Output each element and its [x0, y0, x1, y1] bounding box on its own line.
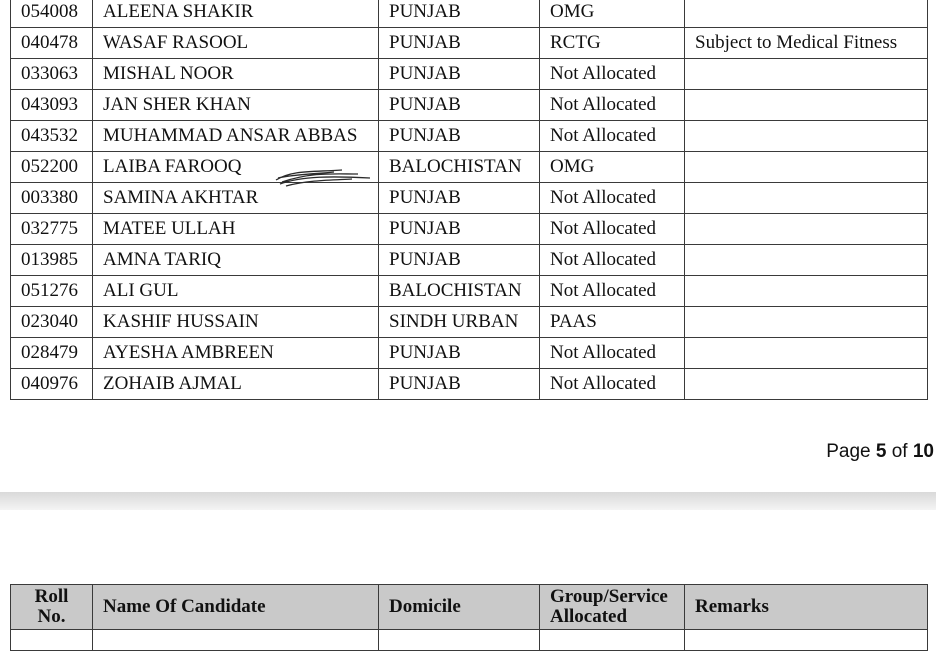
name-cell: AYESHA AMBREEN [93, 338, 379, 369]
roll-cell: 033063 [11, 59, 93, 90]
remarks-cell [685, 121, 928, 152]
group-cell: RCTG [540, 28, 685, 59]
remarks-cell [685, 0, 928, 28]
name-cell: WASAF RASOOL [93, 28, 379, 59]
domicile-cell: SINDH URBAN [379, 307, 540, 338]
name-cell: MATEE ULLAH [93, 214, 379, 245]
group-cell: Not Allocated [540, 59, 685, 90]
domicile-cell: PUNJAB [379, 245, 540, 276]
group-cell: Not Allocated [540, 276, 685, 307]
domicile-cell: PUNJAB [379, 369, 540, 400]
remarks-cell [685, 90, 928, 121]
table-row [11, 307, 928, 338]
remarks-cell [685, 307, 928, 338]
group-cell: Not Allocated [540, 338, 685, 369]
name-cell: ALI GUL [93, 276, 379, 307]
roll-cell: 043532 [11, 121, 93, 152]
table-row [11, 28, 928, 59]
roll-cell: 051276 [11, 276, 93, 307]
table-row [11, 121, 928, 152]
table-row [11, 183, 928, 214]
domicile-cell: PUNJAB [379, 28, 540, 59]
group-cell: Not Allocated [540, 121, 685, 152]
group-cell: PAAS [540, 307, 685, 338]
group-cell: OMG [540, 152, 685, 183]
name-cell: MISHAL NOOR [93, 59, 379, 90]
header-remarks: Remarks [685, 585, 928, 630]
table-row [11, 90, 928, 121]
page-separator [0, 492, 936, 510]
table-row [11, 369, 928, 400]
table-row [11, 245, 928, 276]
domicile-cell: PUNJAB [379, 90, 540, 121]
roll-cell: 013985 [11, 245, 93, 276]
table-row [11, 152, 928, 183]
domicile-cell: BALOCHISTAN [379, 276, 540, 307]
roll-cell: 043093 [11, 90, 93, 121]
header-roll-no: Roll No. [11, 585, 93, 630]
domicile-cell: PUNJAB [379, 214, 540, 245]
domicile-cell: PUNJAB [379, 59, 540, 90]
remarks-cell [685, 59, 928, 90]
name-cell: LAIBA FAROOQ [93, 152, 379, 183]
name-cell: ZOHAIB AJMAL [93, 369, 379, 400]
header-domicile: Domicile [379, 585, 540, 630]
table-row [11, 214, 928, 245]
name-cell: KASHIF HUSSAIN [93, 307, 379, 338]
remarks-cell [685, 338, 928, 369]
roll-cell: 032775 [11, 214, 93, 245]
remarks-cell [685, 369, 928, 400]
table-row-partial [11, 630, 928, 651]
results-table-next-page [10, 584, 928, 651]
table-row [11, 338, 928, 369]
remarks-cell [685, 183, 928, 214]
remarks-cell [685, 214, 928, 245]
domicile-cell: PUNJAB [379, 183, 540, 214]
table-row [11, 0, 928, 28]
roll-cell: 040478 [11, 28, 93, 59]
header-name: Name Of Candidate [93, 585, 379, 630]
group-cell: OMG [540, 0, 685, 28]
group-cell: Not Allocated [540, 369, 685, 400]
name-cell: ALEENA SHAKIR [93, 0, 379, 28]
name-cell: AMNA TARIQ [93, 245, 379, 276]
group-cell: Not Allocated [540, 183, 685, 214]
domicile-cell: BALOCHISTAN [379, 152, 540, 183]
page-number: Page 5 of 10 [826, 441, 934, 462]
roll-cell: 054008 [11, 0, 93, 28]
results-table [10, 0, 928, 400]
name-cell: MUHAMMAD ANSAR ABBAS [93, 121, 379, 152]
domicile-cell: PUNJAB [379, 338, 540, 369]
group-cell: Not Allocated [540, 90, 685, 121]
name-cell: SAMINA AKHTAR [93, 183, 379, 214]
remarks-cell [685, 276, 928, 307]
table-row [11, 276, 928, 307]
roll-cell: 028479 [11, 338, 93, 369]
remarks-cell [685, 245, 928, 276]
pen-scribble [272, 162, 376, 192]
remarks-cell [685, 152, 928, 183]
table-row [11, 59, 928, 90]
header-group: Group/Service Allocated [540, 585, 685, 630]
roll-cell: 003380 [11, 183, 93, 214]
name-cell: JAN SHER KHAN [93, 90, 379, 121]
domicile-cell: PUNJAB [379, 0, 540, 28]
roll-cell: 040976 [11, 369, 93, 400]
group-cell: Not Allocated [540, 245, 685, 276]
roll-cell: 052200 [11, 152, 93, 183]
remarks-cell: Subject to Medical Fitness [685, 28, 928, 59]
domicile-cell: PUNJAB [379, 121, 540, 152]
group-cell: Not Allocated [540, 214, 685, 245]
roll-cell: 023040 [11, 307, 93, 338]
